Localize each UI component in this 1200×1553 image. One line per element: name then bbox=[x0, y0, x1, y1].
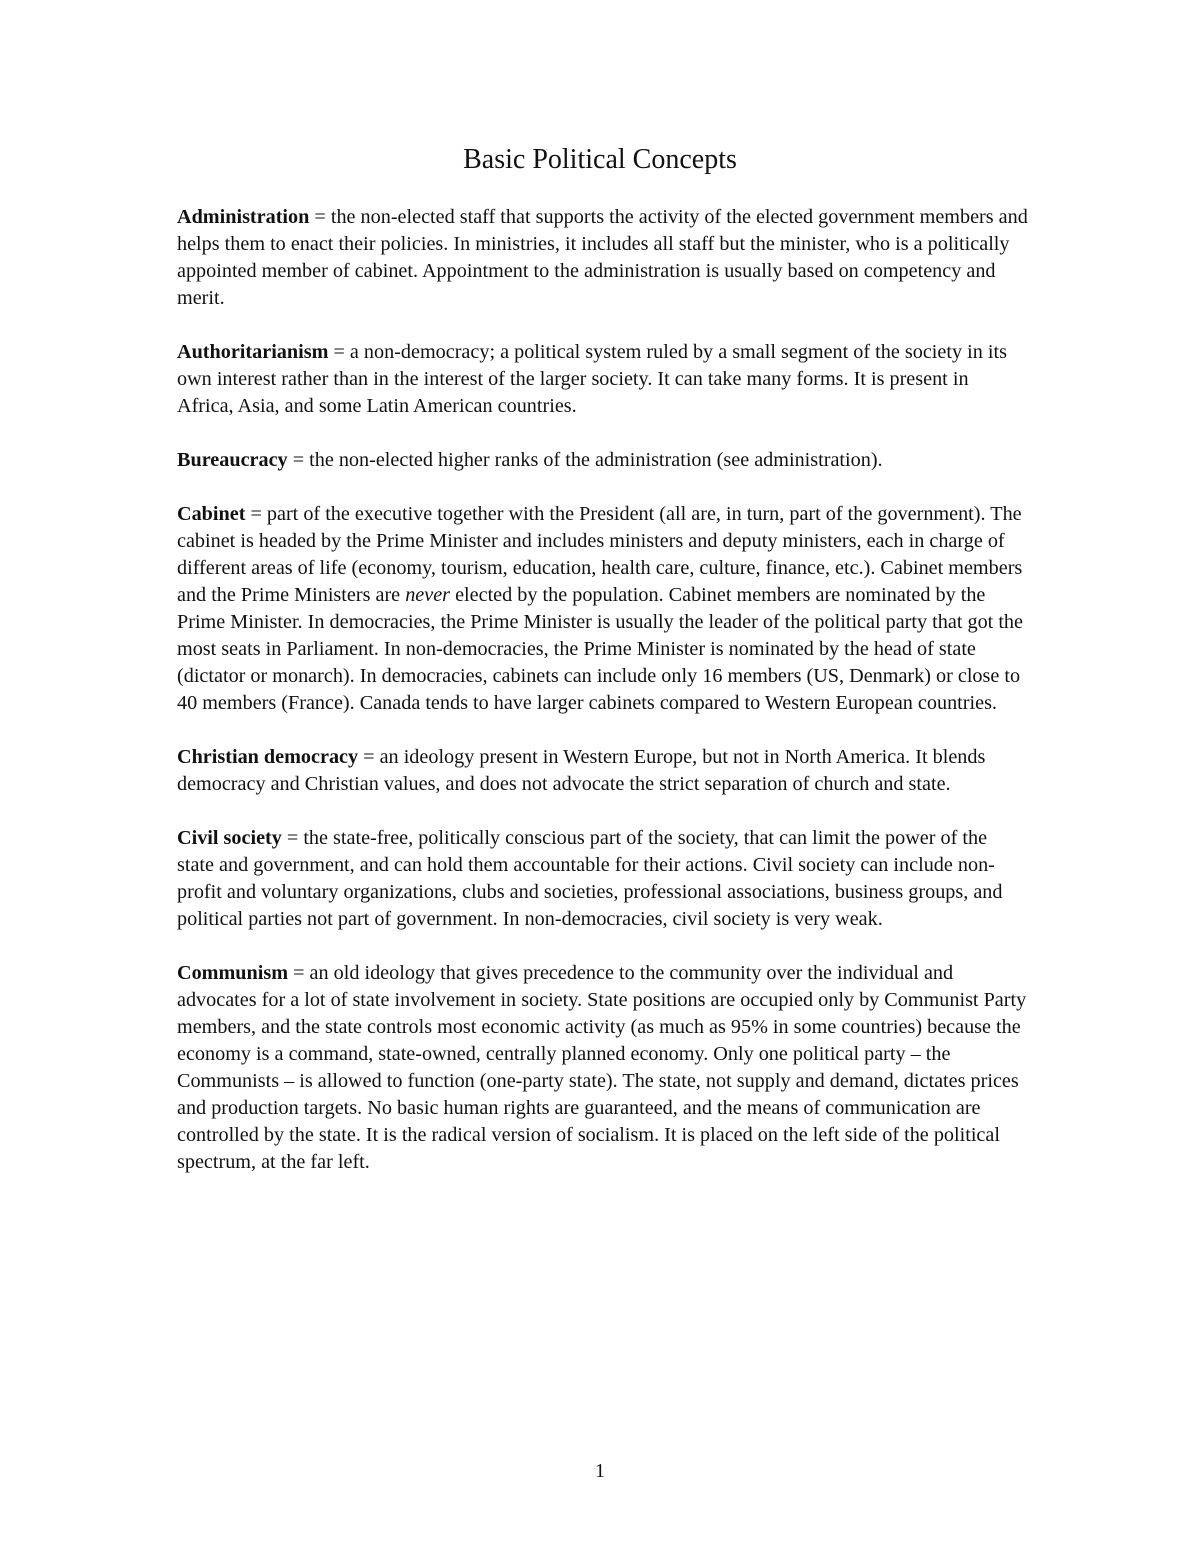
glossary-definition: the non-elected higher ranks of the administration (see administration). bbox=[309, 449, 883, 471]
glossary-definition: an ideology present in Western Europe, but not in North America. It blends democracy and Christian values, and does not advocate the strict separation of church and state. bbox=[177, 746, 986, 795]
glossary-entry-bureaucracy bbox=[177, 447, 1029, 474]
glossary-definition: part of the executive together with the President (all are, in turn, part of the government). The cabinet is headed by the Prime Minister and includes ministers and deputy ministers, each in charge of different areas of life (economy, tourism, education, health care, culture, finance, etc.). Cabinet members and the Prime Ministers are bbox=[177, 503, 1023, 606]
glossary-term: Christian democracy bbox=[177, 746, 359, 768]
glossary-entry-civil-society bbox=[177, 825, 1029, 933]
glossary-definition: a non-democracy; a political system ruled by a small segment of the society in its own interest rather than in the interest of the larger society. It can take many forms. It is present in Africa, Asia, and some Latin American countries. bbox=[177, 341, 1007, 417]
glossary-definition: the non-elected staff that supports the activity of the elected government members and helps them to enact their policies. In ministries, it includes all staff but the minister, who is a politically appointed member of cabinet. Appointment to the administration is usually based on competency and merit. bbox=[177, 206, 1028, 309]
page-number: 1 bbox=[595, 1460, 605, 1482]
glossary-term: Communism bbox=[177, 962, 289, 984]
glossary-definition: an old ideology that gives precedence to the community over the individual and advocates for a lot of state involvement in society. State positions are occupied only by Communist Party members, and the state controls most economic activity (as much as 95% in some countries) because the economy is a command, state-owned, centrally planned economy. Only one political party – the Communists – is allowed to function (one-party state). The state, not supply and demand, dictates prices and production targets. No basic human rights are guaranteed, and the means of communication are controlled by the state. It is the radical version of socialism. It is placed on the left side of the political spectrum, at the far left. bbox=[177, 962, 1027, 1173]
glossary-term: Bureaucracy bbox=[177, 449, 288, 471]
glossary-definition-continued: elected by the population. Cabinet members are nominated by the Prime Minister. In democracies, the Prime Minister is usually the leader of the political party that got the most seats in Parliament. In non-democracies, the Prime Minister is nominated by the head of state (dictator or monarch). In democracies, cabinets can include only 16 members (US, Denmark) or close to 40 members (France). Canada tends to have larger cabinets compared to Western European countries. bbox=[177, 584, 1023, 714]
glossary-entry-administration bbox=[177, 204, 1029, 312]
glossary-term: Cabinet bbox=[177, 503, 246, 525]
glossary-entry-authoritarianism bbox=[177, 339, 1029, 420]
glossary-term: Civil society bbox=[177, 827, 282, 849]
glossary-separator: = bbox=[281, 827, 304, 849]
glossary-separator: = bbox=[328, 341, 350, 363]
glossary-emphasis: never bbox=[405, 584, 451, 606]
glossary-body bbox=[177, 204, 1029, 1203]
glossary-term: Authoritarianism bbox=[177, 341, 329, 363]
glossary-entry-christian-democracy bbox=[177, 744, 1029, 798]
page-title: Basic Political Concepts bbox=[463, 144, 737, 175]
glossary-separator: = bbox=[309, 206, 331, 228]
glossary-term: Administration bbox=[177, 206, 310, 228]
glossary-entry-cabinet bbox=[177, 501, 1029, 717]
glossary-separator: = bbox=[245, 503, 267, 525]
glossary-definition: the state-free, politically conscious part of the society, that can limit the power of the state and government, and can hold them accountable for their actions. Civil society can include non-profit and voluntary organizations, clubs and societies, professional associations, business groups, and political parties not part of government. In non-democracies, civil society is very weak. bbox=[177, 827, 1003, 930]
glossary-separator: = bbox=[288, 962, 310, 984]
glossary-separator: = bbox=[358, 746, 380, 768]
glossary-separator: = bbox=[287, 449, 310, 471]
glossary-entry-communism bbox=[177, 960, 1029, 1176]
